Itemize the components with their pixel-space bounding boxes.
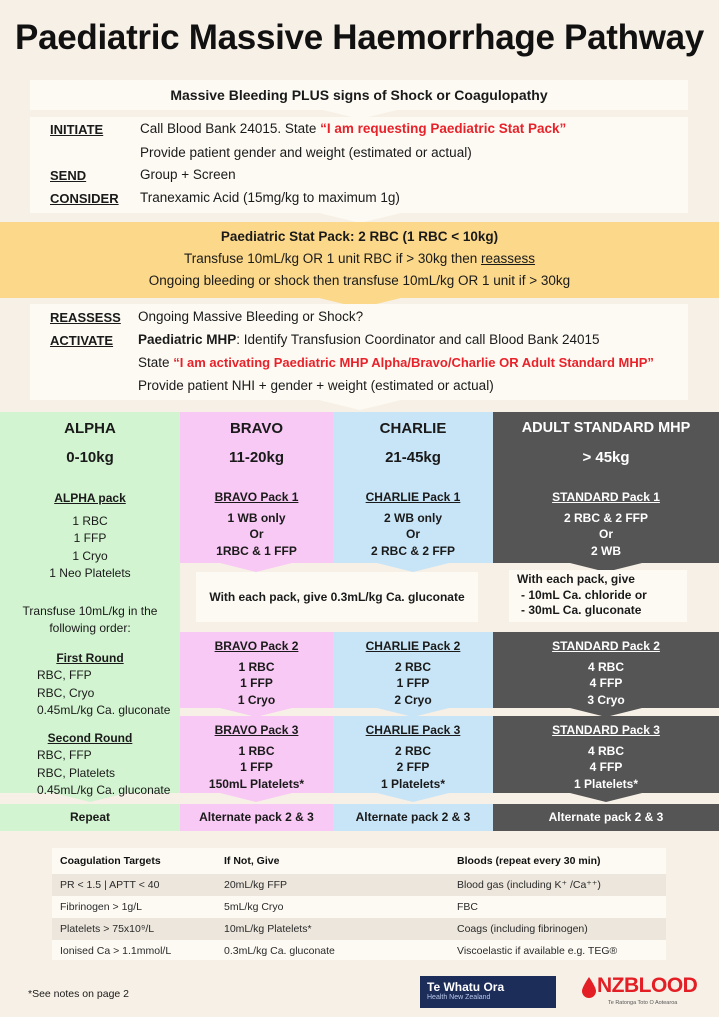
charlie-name: CHARLIE — [379, 420, 447, 437]
stat-pack-heading: Paediatric Stat Pack: 2 RBC (1 RBC < 10kg) — [220, 229, 499, 244]
activate-text: Paediatric MHP: Identify Transfusion Coordinator and call Blood Bank 24015 — [138, 332, 600, 347]
standard-footer: Alternate pack 2 & 3 — [493, 804, 719, 831]
alpha-pack-title: ALPHA pack — [54, 491, 126, 505]
footnote: *See notes on page 2 — [28, 988, 130, 1000]
initiate-text: Call Blood Bank 24015. State “I am requesting Paediatric Stat Pack” — [140, 121, 567, 136]
bravo-pack3: BRAVO Pack 3 1 RBC 1 FFP 150mL Platelets* — [180, 722, 333, 792]
stat-pack-line2: Ongoing bleeding or shock then transfuse 10mL/kg OR 1 unit if > 30kg — [148, 273, 571, 288]
reassess-text: Ongoing Massive Bleeding or Shock? — [138, 309, 364, 324]
arrow-down-icon — [216, 792, 296, 803]
charlie-pack3: CHARLIE Pack 3 2 RBC 2 FFP 1 Platelets* — [333, 722, 493, 792]
te-whatu-ora-logo: Te Whatu Ora Health New Zealand — [420, 976, 556, 1008]
charlie-pack1-title: CHARLIE Pack 1 — [365, 490, 461, 504]
arrow-down-icon — [373, 792, 453, 803]
initiate-line2: Provide patient gender and weight (estimated or actual) — [140, 145, 472, 160]
bravo-name: BRAVO — [229, 420, 284, 437]
bravo-range: 11-20kg — [228, 449, 285, 466]
charlie-pack3-title: CHARLIE Pack 3 — [365, 723, 461, 737]
alpha-repeat: Repeat — [0, 804, 180, 831]
bravo-pack3-title: BRAVO Pack 3 — [214, 723, 299, 737]
standard-pack3-title: STANDARD Pack 3 — [552, 723, 660, 737]
table-row: Platelets > 75x10⁹/L 10mL/kg Platelets* Coags (including fibrinogen) — [52, 918, 666, 940]
mhp-quote: “I am activating Paediatric MHP Alpha/Bravo/Charlie OR Adult Standard MHP” — [173, 355, 654, 370]
stat-pack-quote: “I am requesting Paediatric Stat Pack” — [320, 121, 567, 136]
standard-pack2: STANDARD Pack 2 4 RBC 4 FFP 3 Cryo — [493, 638, 719, 708]
charlie-footer: Alternate pack 2 & 3 — [333, 804, 493, 831]
consider-label: CONSIDER — [50, 191, 119, 206]
first-round-title: First Round — [56, 650, 124, 665]
second-round-title: Second Round — [47, 730, 133, 745]
standard-pack1-title: STANDARD Pack 1 — [552, 490, 660, 504]
send-text: Group + Screen — [140, 167, 236, 182]
bravo-pack2: BRAVO Pack 2 1 RBC 1 FFP 1 Cryo — [180, 638, 333, 708]
consider-text: Tranexamic Acid (15mg/kg to maximum 1g) — [140, 190, 400, 205]
calcium-adult-box: With each pack, give - 10mL Ca. chloride or - 30mL Ca. gluconate — [509, 570, 687, 622]
adult-name: ADULT STANDARD MHP — [521, 420, 691, 436]
coag-table-header: Coagulation Targets If Not, Give Bloods (repeat every 30 min) — [60, 855, 601, 867]
charlie-range: 21-45kg — [385, 449, 441, 466]
send-label: SEND — [50, 168, 87, 183]
stat-pack-line1: Transfuse 10mL/kg OR 1 unit RBC if > 30kg then reassess — [183, 251, 536, 266]
table-row: PR < 1.5 | APTT < 40 20mL/kg FFP Blood gas (including K⁺ /Ca⁺⁺) — [52, 874, 666, 896]
arrow-down-icon — [566, 792, 646, 803]
coag-table — [52, 848, 666, 960]
table-row: Ionised Ca > 1.1mmol/L 0.3mL/kg Ca. gluconate Viscoelastic if available e.g. TEG® — [60, 945, 618, 957]
adult-range: > 45kg — [582, 449, 630, 466]
table-row: Fibrinogen > 1g/L 5mL/kg Cryo FBC — [60, 901, 478, 913]
initiate-label: INITIATE — [50, 122, 104, 137]
charlie-pack2-title: CHARLIE Pack 2 — [365, 639, 461, 653]
activate-quote-line: State “I am activating Paediatric MHP Alpha/Bravo/Charlie OR Adult Standard MHP” — [138, 355, 654, 370]
standard-pack3: STANDARD Pack 3 4 RBC 4 FFP 1 Platelets* — [493, 722, 719, 792]
arrow-down-icon — [315, 399, 405, 411]
charlie-pack1: CHARLIE Pack 1 2 WB only Or 2 RBC & 2 FFP — [333, 489, 493, 559]
standard-pack2-title: STANDARD Pack 2 — [552, 639, 660, 653]
nzblood-logo: NZBLOOD Te Ratonga Toto O Aotearoa — [582, 974, 712, 1012]
alpha-range: 0-10kg — [66, 449, 114, 466]
calcium-mid-box: With each pack, give 0.3mL/kg Ca. gluconate — [196, 572, 478, 622]
bravo-pack2-title: BRAVO Pack 2 — [214, 639, 299, 653]
page-title: Paediatric Massive Haemorrhage Pathway — [15, 18, 704, 57]
reassess-label: REASSESS — [50, 310, 121, 325]
activate-line3: Provide patient NHI + gender + weight (estimated or actual) — [138, 378, 494, 393]
criteria-banner: Massive Bleeding PLUS signs of Shock or Coagulopathy — [30, 80, 688, 110]
charlie-pack2: CHARLIE Pack 2 2 RBC 1 FFP 2 Cryo — [333, 638, 493, 708]
bravo-pack1-title: BRAVO Pack 1 — [214, 490, 299, 504]
standard-pack1: STANDARD Pack 1 2 RBC & 2 FFP Or 2 WB — [493, 489, 719, 559]
alpha-pack-content: ALPHA pack 1 RBC 1 FFP 1 Cryo 1 Neo Platelets Transfuse 10mL/kg in the following order: First Round RBC, FFP RBC, Cryo 0.45mL/kg Ca. gluconate Second Round RBC, FFP RBC, Platelets 0.45mL/kg Ca. gluconate — [0, 490, 180, 800]
alpha-name: ALPHA — [64, 420, 116, 437]
activate-label: ACTIVATE — [50, 333, 114, 348]
bravo-pack1: BRAVO Pack 1 1 WB only Or 1RBC & 1 FFP — [180, 489, 333, 559]
bravo-footer: Alternate pack 2 & 3 — [180, 804, 333, 831]
blood-drop-icon — [582, 977, 596, 999]
